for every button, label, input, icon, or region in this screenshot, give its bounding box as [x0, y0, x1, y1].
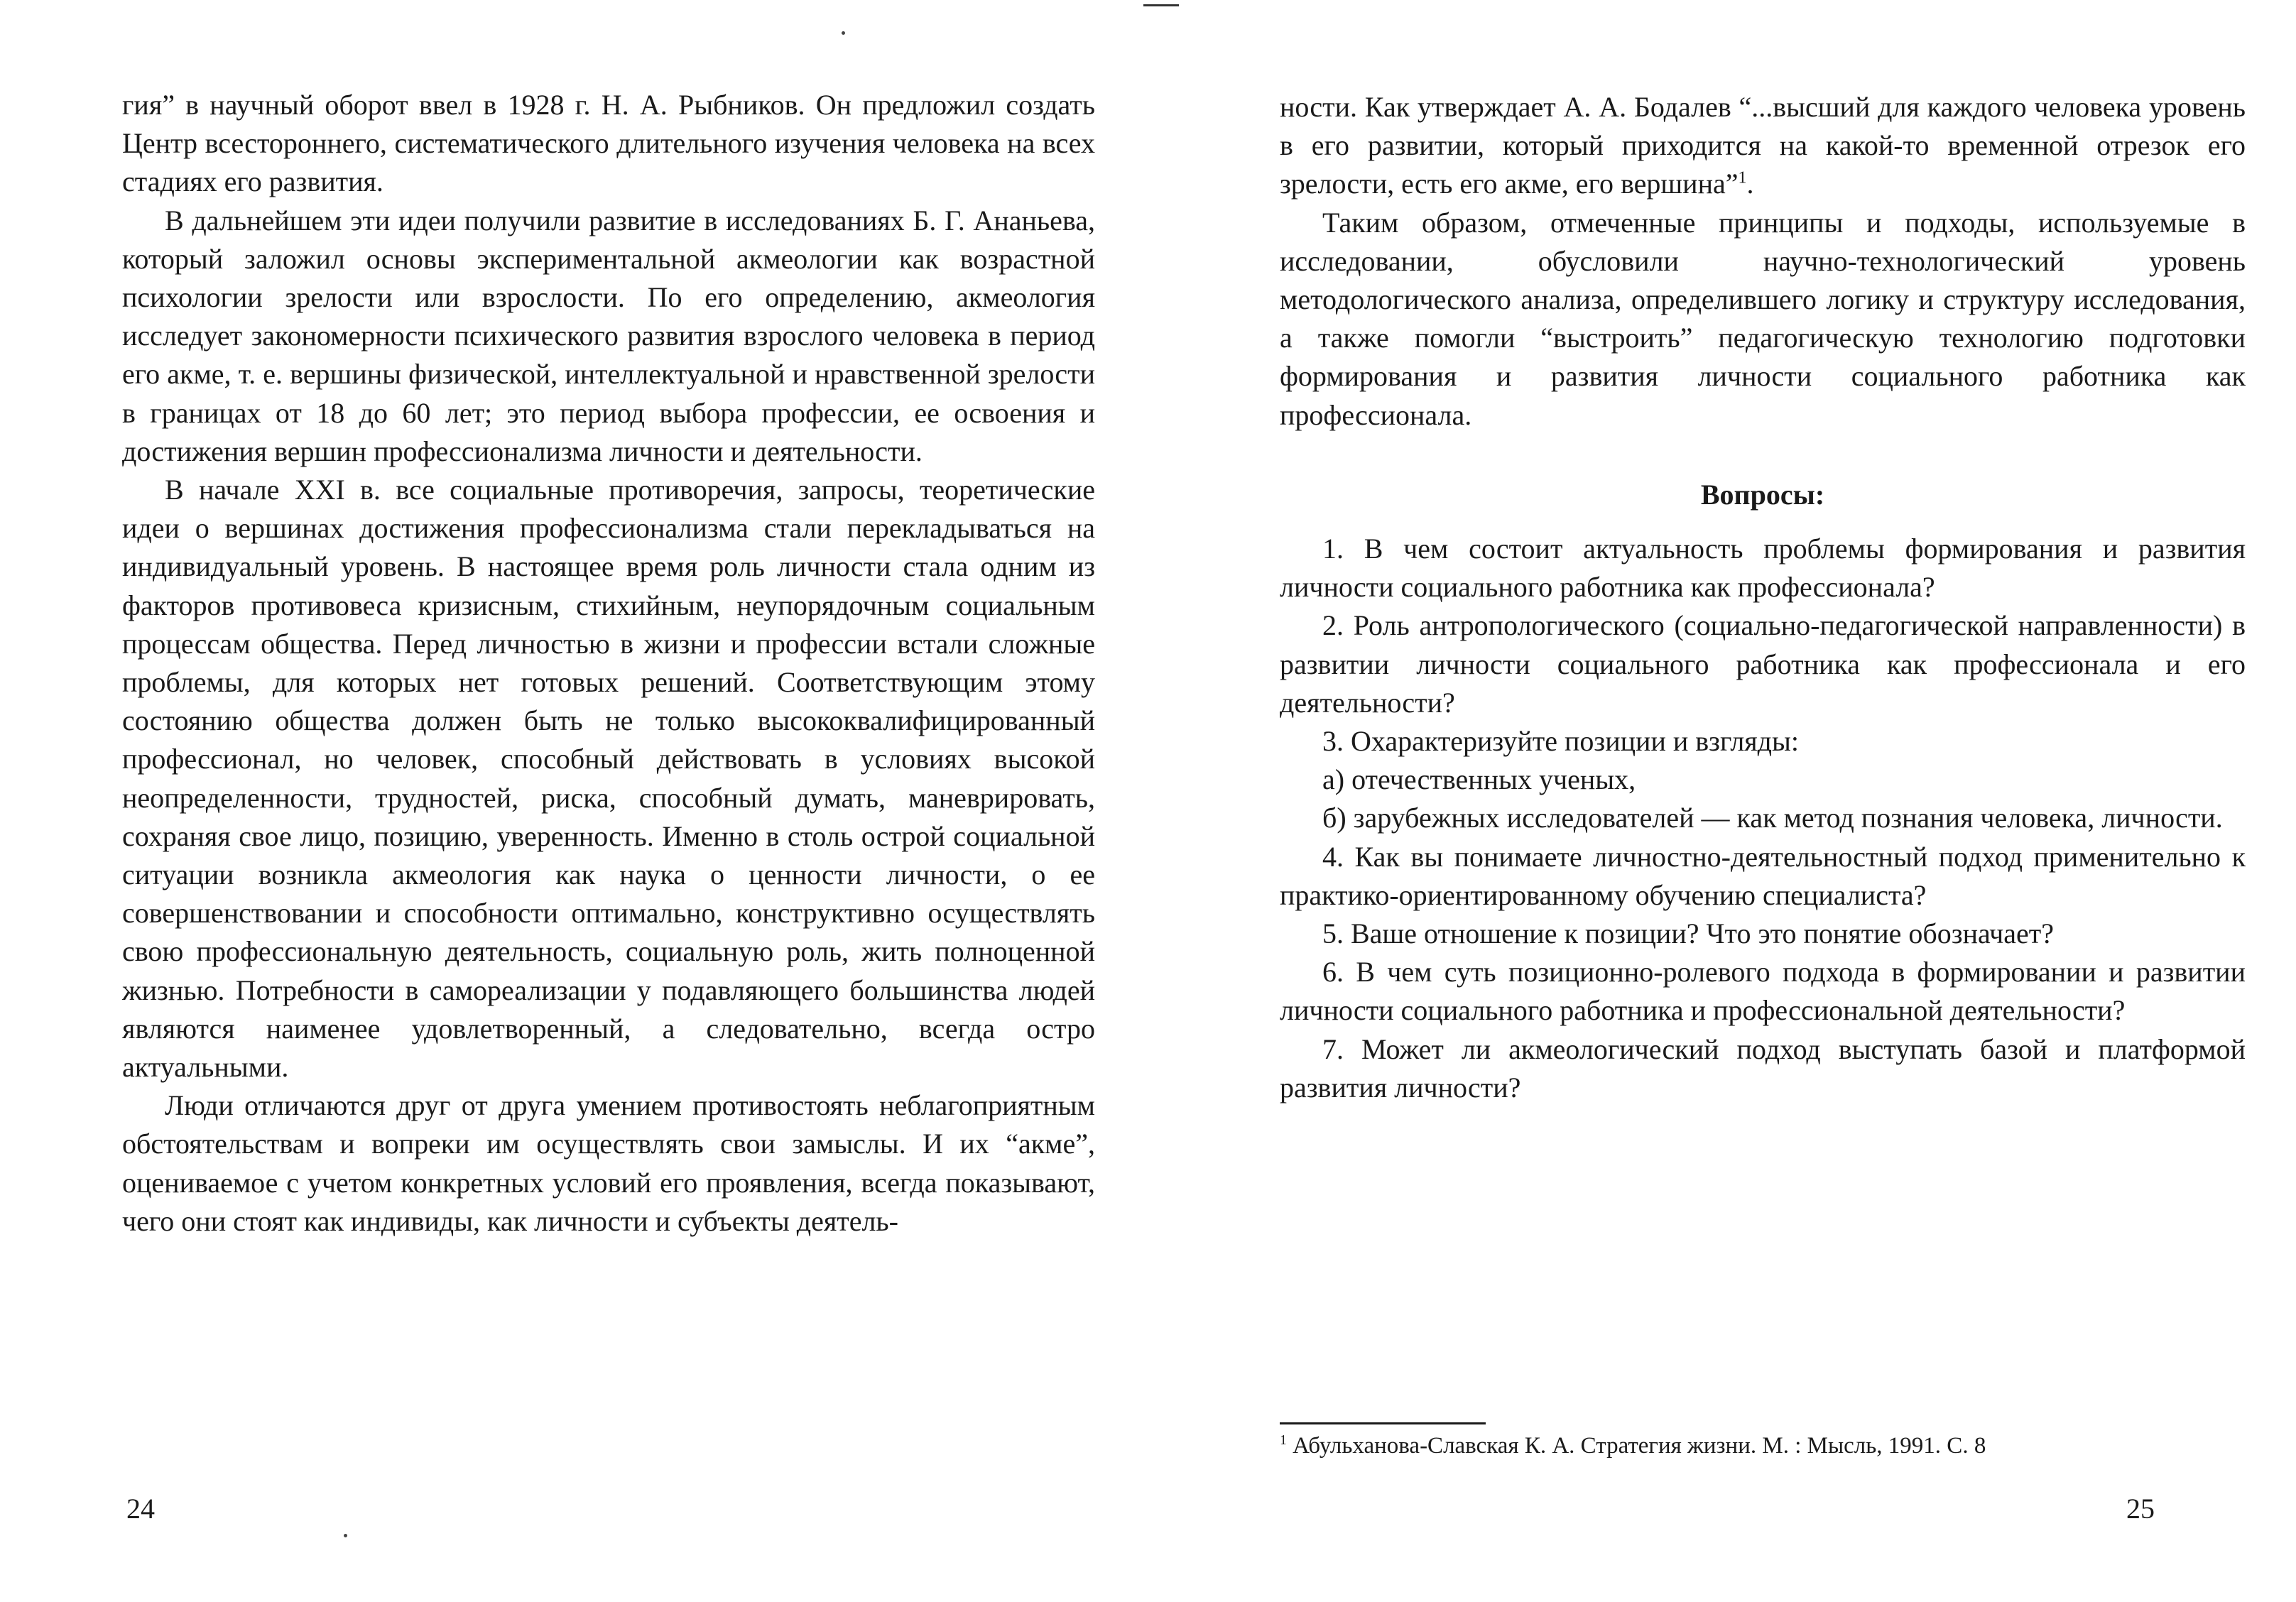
paragraph: Таким образом, отмеченные принципы и подходы, используемые в исследовании, обусловили научно-технологический уровень методологического анализа, определившего логику и структуру исследования, а также помогли “выстроить” педагогическую технологию подготовки формирования и развития личности социального работника как профессионала. [1280, 206, 2246, 431]
paragraph: гия” в научный оборот ввел в 1928 г. Н. А. Рыбников. Он предложил создать Центр всестороннего, систематического длительного изучения человека на всех стадиях его развития. [122, 89, 1095, 198]
paragraph: Люди отличаются друг от друга умением противостоять неблагоприятным обстоятельствам и вопреки им осуществлять свои замыслы. И их “акме”, оцениваемое с учетом конкретных условий его проявления, всегда показывают, чего они стоят как индивиды, как личности и субъекты деятель- [122, 1089, 1095, 1237]
question-item: 4. Как вы понимаете личностно-деятельностный подход применительно к практико-ориентированному обучению специалиста? [1280, 840, 2246, 911]
question-item: 6. В чем суть позиционно-ролевого подхода в формировании и развитии личности социального работника и профессиональной деятельности? [1280, 956, 2246, 1027]
footnote-text: Абульханова-Славская К. А. Стратегия жизни. М. : Мысль, 1991. С. 8 [1293, 1433, 1986, 1459]
footnote [1280, 1430, 2246, 1461]
question-item: 7. Может ли акмеологический подход выступать базой и платформой развития личности? [1280, 1032, 2246, 1104]
paragraph: В дальнейшем эти идеи получили развитие в исследованиях Б. Г. Ананьева, который заложил основы экспериментальной акмеологии как возрастной психологии зрелости или взрослости. По его определению, акмеология исследует закономерности психического развития взрослого человека в период его акме, т. е. вершины физической, интеллектуальной и нравственной зрелости в границах от 18 до 60 лет; это период выбора профессии, ее освоения и достижения вершин профессионализма личности и деятельности. [122, 204, 1095, 467]
paragraph-text: ности. Как утверждает А. А. Бодалев “...высший для каждого человека уровень в его развитии, который приходится на какой-то временной отрезок его зрелости, есть его акме, его вершина” [1280, 91, 2246, 200]
question-subitem: а) отечественных ученых, [1322, 763, 1636, 796]
left-page-body [122, 86, 1095, 1241]
right-page-body [1280, 88, 2246, 1107]
paragraph [1280, 88, 2246, 204]
question-subitem: б) зарубежных исследователей — как метод познания человека, личности. [1322, 802, 2223, 834]
page-number: 24 [126, 1493, 155, 1525]
section-heading: Вопросы: [1700, 478, 1825, 511]
right-page [1148, 0, 2296, 1602]
question-item: 1. В чем состоит актуальность проблемы формирования и развития личности социального работника как профессионала? [1280, 533, 2246, 604]
footnote-marker: 1 [1280, 1432, 1287, 1448]
paragraph: В начале XXI в. все социальные противоречия, запросы, теоретические идеи о вершинах достижения профессионализма стали перекладываться на индивидуальный уровень. В настоящее время роль личности стала одним из факторов противовеса кризисным, стихийным, неупорядочным социальным процессам общества. Перед личностью в жизни и профессии встали сложные проблемы, для которых нет готовых решений. Соответствующим этому состоянию общества должен быть не только высококвалифицированный профессионал, но человек, способный действовать в условиях высокой неопределенности, трудностей, риска, способный думать, маневрировать, сохраняя свое лицо, позицию, уверенность. Именно в столь острой социальной ситуации возникла акмеология как наука о ценности личности, о ее совершенствовании и способности оптимально, конструктивно осуществлять свою профессиональную деятельность, социальную роль, жить полноценной жизнью. Потребности в самореализации у подавляющего большинства людей являются наименее удовлетворенный, а следовательно, всегда остро актуальными. [122, 474, 1095, 1084]
paragraph-tail: . [1746, 168, 1754, 200]
question-item: 2. Роль антропологического (социально-педагогической направленности) в развитии личности социального работника как профессионала и его деятельности? [1280, 609, 2246, 719]
footnote-divider [1280, 1422, 1486, 1424]
page-number: 25 [2126, 1493, 2155, 1525]
question-item: 3. Охарактеризуйте позиции и взгляды: [1322, 725, 1800, 758]
footnote-reference: 1 [1738, 169, 1747, 188]
question-item: 5. Ваше отношение к позиции? Что это понятие обозначает? [1322, 917, 2054, 950]
